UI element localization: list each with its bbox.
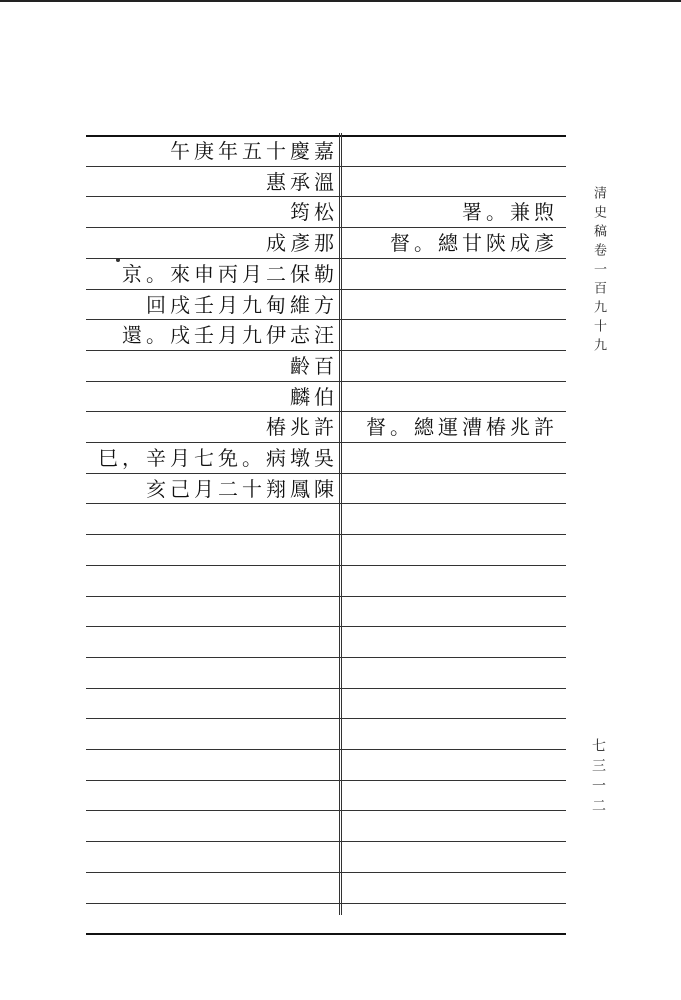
table-row [86,597,566,627]
official-name-cell [86,750,338,780]
table-row [86,320,566,350]
table-row [86,781,566,811]
table-row [86,873,566,903]
official-name-cell [86,811,338,841]
governor-general-cell [344,658,558,688]
table-row [86,750,566,780]
table-row [86,474,566,504]
governor-general-cell [344,597,558,627]
table-row [86,627,566,657]
governor-general-cell: 署。兼煦 [462,200,558,224]
table-row [86,689,566,719]
official-name-cell [86,535,338,565]
governor-general-cell: 督。總甘陝成彥 [390,231,558,255]
official-name-cell: 椿兆許 [266,415,338,439]
official-name-cell: 亥己月二十翔鳳陳 [146,477,338,501]
official-name-cell [86,904,338,934]
official-name-cell [86,842,338,872]
governor-general-cell [344,842,558,872]
table-row [86,412,566,442]
governor-general-cell [344,904,558,934]
table-row [86,290,566,320]
governor-general-cell [344,443,558,473]
official-name-cell: 還。戌壬月九伊志汪 [122,323,338,347]
table-row [86,842,566,872]
governor-general-cell [344,504,558,534]
governor-general-cell [344,811,558,841]
table-row [86,658,566,688]
table-row [86,904,566,934]
official-name-cell [86,873,338,903]
official-name-cell: 京。來申丙月二保勒 [122,262,338,286]
table-row [86,811,566,841]
official-name-cell: 麟伯 [290,385,338,409]
table-row [86,719,566,749]
governor-general-cell: 督。總運漕椿兆許 [366,415,558,439]
governor-general-cell [344,719,558,749]
table-row [86,443,566,473]
table-row [86,382,566,412]
table-row [86,351,566,381]
official-name-cell [86,504,338,534]
official-name-cell [86,658,338,688]
governor-general-cell [344,689,558,719]
official-name-cell: 筠松 [290,200,338,224]
official-name-cell [86,689,338,719]
governor-general-cell [344,781,558,811]
governor-general-cell [344,259,558,289]
table-row [86,259,566,289]
official-name-cell [86,597,338,627]
table-row [86,566,566,596]
table-row [86,167,566,197]
governor-general-cell [344,290,558,320]
governor-general-cell [344,873,558,903]
governor-general-cell [344,750,558,780]
governor-general-cell [344,474,558,504]
table-row [86,228,566,258]
table-row [86,504,566,534]
table-row [86,197,566,227]
official-name-cell: 惠承溫 [266,170,338,194]
margin-title: 清史稿卷一百九十九 [591,186,606,357]
governor-general-cell [344,566,558,596]
official-name-cell [86,566,338,596]
official-name-cell: 成彥那 [266,231,338,255]
governor-general-cell [344,136,558,166]
page-number: 七三一二 [590,738,606,818]
official-name-cell [86,781,338,811]
official-name-cell: 回戌壬月九甸維方 [146,293,338,317]
official-name-cell: 齡百 [290,354,338,378]
governor-general-cell [344,627,558,657]
governor-general-cell [344,351,558,381]
table-row [86,136,566,166]
official-name-cell: 巳，辛月七免。病墩吳 [98,446,338,470]
official-name-cell [86,627,338,657]
governor-general-cell [344,320,558,350]
governor-general-cell [344,167,558,197]
governor-general-cell [344,535,558,565]
governor-general-cell [344,382,558,412]
ink-mark [116,258,120,262]
table-row [86,535,566,565]
official-name-cell [86,719,338,749]
official-name-cell: 午庚年五十慶嘉 [170,139,338,163]
top-border [0,0,681,2]
